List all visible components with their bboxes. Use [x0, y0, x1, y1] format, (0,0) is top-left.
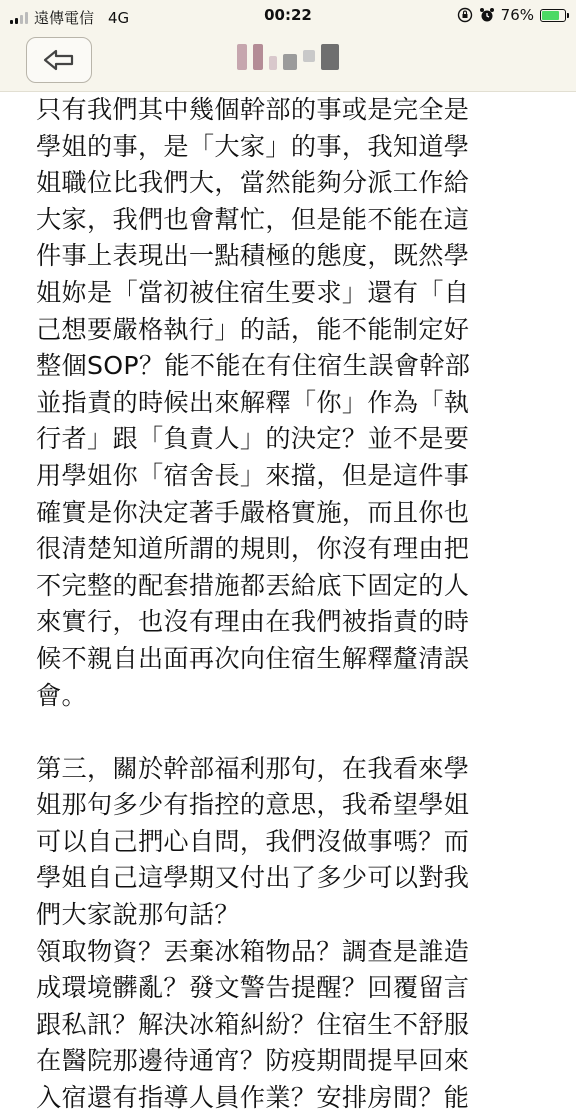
text-line: 學姐自己這學期又付出了多少可以對我	[36, 863, 470, 893]
text-line: 件事上表現出一點積極的態度，既然學	[36, 241, 470, 271]
status-right	[457, 6, 566, 24]
text-line: 第三，關於幹部福利那句，在我看來學	[36, 753, 470, 783]
text-line: 來實行，也沒有理由在我們被指責的時	[36, 607, 470, 637]
text-line: 領取物資？丟棄冰箱物品？調查是誰造	[36, 936, 470, 966]
battery-icon	[540, 9, 566, 22]
text-line: 姐那句多少有指控的意思，我希望學姐	[36, 790, 470, 820]
status-time: 00:22	[264, 6, 312, 24]
text-line: 只有我們其中幾個幹部的事或是完全是	[36, 95, 470, 124]
alarm-clock-icon	[479, 7, 495, 23]
text-line: 們大家說那句話？	[36, 900, 240, 930]
text-line: 確實是你決定著手嚴格實施，而且你也	[36, 497, 470, 527]
text-line: 在醫院那邊待通宵？防疫期間提早回來	[36, 1046, 470, 1076]
battery-percent: 76%	[500, 6, 534, 24]
censored-title	[0, 44, 576, 70]
text-line: 己想要嚴格執行」的話，能不能制定好	[36, 314, 470, 344]
text-line: 學姐的事，是「大家」的事，我知道學	[36, 131, 470, 161]
text-line: 大家，我們也會幫忙，但是能不能在這	[36, 204, 470, 234]
paragraph	[36, 92, 556, 714]
text-line: 很清楚知道所謂的規則，你沒有理由把	[36, 534, 470, 564]
network-type-label: 4G	[108, 8, 130, 27]
text-line: 候不親自出面再次向住宿生解釋釐清誤	[36, 643, 470, 673]
text-line: 跟私訊？解決冰箱糾紛？住宿生不舒服	[36, 1009, 470, 1039]
status-bar	[0, 0, 576, 30]
text-line: 用學姐你「宿舍長」來擋，但是這件事	[36, 460, 470, 490]
orientation-lock-icon	[457, 7, 473, 23]
text-line: 不完整的配套措施都丟給底下固定的人	[36, 570, 470, 600]
carrier-label: 遠傳電信	[34, 9, 95, 27]
text-line: 行者」跟「負責人」的決定？並不是要	[36, 424, 470, 454]
text-line: 入宿還有指導人員作業？安排房間？能	[36, 1083, 470, 1113]
text-line: 可以自己捫心自問，我們沒做事嗎？而	[36, 826, 470, 856]
text-line: 會。	[36, 680, 87, 710]
paragraph	[36, 751, 556, 1117]
text-line: 並指責的時候出來解釋「你」作為「執	[36, 387, 470, 417]
battery-fill	[542, 11, 559, 20]
text-line: 姐妳是「當初被住宿生要求」還有「自	[36, 277, 470, 307]
paragraph-gap	[36, 714, 556, 751]
text-line: 成環境髒亂？發文警告提醒？回覆留言	[36, 973, 470, 1003]
message-body	[36, 92, 556, 1117]
nav-bar	[0, 30, 576, 92]
text-line: 姐職位比我們大，當然能夠分派工作給	[36, 168, 470, 198]
text-line: 整個SOP？能不能在有住宿生誤會幹部	[36, 351, 471, 381]
